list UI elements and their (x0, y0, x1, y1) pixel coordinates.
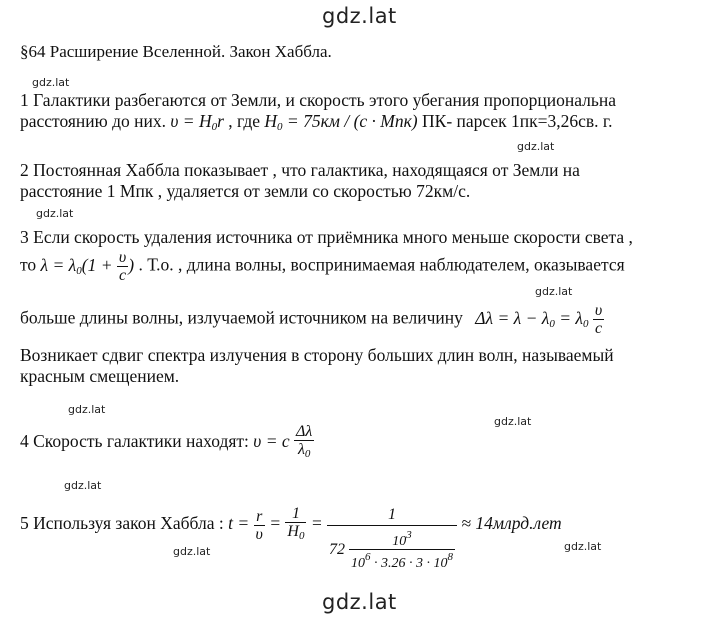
watermark: gdz.lat (535, 285, 573, 298)
item3-line4: Возникает сдвиг спектра излучения в сторону больших длин волн, называемый (20, 345, 614, 365)
galaxy-speed-formula: υ = c $\frac{\Delta\lambda}{\lambda_0}$ (253, 431, 314, 451)
item3-line5: красным смещением. (20, 366, 180, 386)
wavelength-shift-formula: $\Delta\lambda = \lambda - \lambda_0 = \lambda_0$ $\frac{\upsilon}{c}$ (475, 302, 603, 337)
watermark-bottom: gdz.lat (322, 590, 397, 614)
item3-line3: больше длины волны, излучаемой источником на величину $\Delta\lambda = \lambda - \lambda_0 = \lambda_0$ $\frac{\upsilon}{c}$ (20, 302, 603, 337)
watermark: gdz.lat (494, 415, 532, 428)
hubble-constant-formula: $H_0 = 75км / (c \cdot Мпк)$ (264, 111, 418, 133)
watermark: gdz.lat (564, 540, 602, 553)
hubble-time-formula: t = $\frac{r}{\upsilon}$ = $\frac{1}{H_0}$ = 1 72 $\frac{10^3}{10^6 \cdot 3.26 \cdot 3 \cdot 10^8}$ ≈ 14млрд.лет (228, 505, 562, 571)
item1-line2: расстоянию до них. $\upsilon = H_0r$ , где $H_0 = 75км / (c \cdot Мпк)$ ПК- парсек 1пк=3,26св. г. (20, 111, 613, 133)
watermark-top: gdz.lat (322, 4, 397, 28)
item5-line: 5 Используя закон Хаббла : t = $\frac{r}{\upsilon}$ = $\frac{1}{H_0}$ = 1 72 $\frac{10^3}{10^6 \cdot 3.26 \cdot 3 \cdot 10^8}$ ≈ 14млрд.лет (20, 505, 562, 571)
item4-line: 4 Скорость галактики находят: υ = c $\frac{\Delta\lambda}{\lambda_0}$ (20, 423, 314, 463)
item3-line1: 3 Если скорость удаления источника от приёмника много меньше скорости света , (20, 227, 633, 247)
watermark: gdz.lat (64, 479, 102, 492)
item2-line2: расстояние 1 Мпк , удаляется от земли со скоростью 72км/с. (20, 181, 471, 201)
watermark: gdz.lat (68, 403, 106, 416)
watermark: gdz.lat (517, 140, 555, 153)
watermark: gdz.lat (36, 207, 74, 220)
section-title: §64 Расширение Вселенной. Закон Хаббла. (20, 42, 332, 61)
item2-line1: 2 Постоянная Хаббла показывает , что галактика, находящаяся от Земли на (20, 160, 580, 180)
watermark: gdz.lat (173, 545, 211, 558)
watermark: gdz.lat (32, 76, 70, 89)
hubble-law-formula: $\upsilon = H_0r$ (170, 111, 224, 133)
item1-line1: 1 Галактики разбегаются от Земли, и скорость этого убегания пропорциональна (20, 90, 616, 110)
item3-line2: то $\lambda = \lambda_0(1$ + $\frac{\upsilon}{c}$ ) . Т.о. , длина волны, воспринимаемая наблюдателем, оказывается (20, 249, 625, 284)
doppler-formula: $\lambda = \lambda_0(1$ + $\frac{\upsilon}{c}$ ) (40, 249, 135, 284)
